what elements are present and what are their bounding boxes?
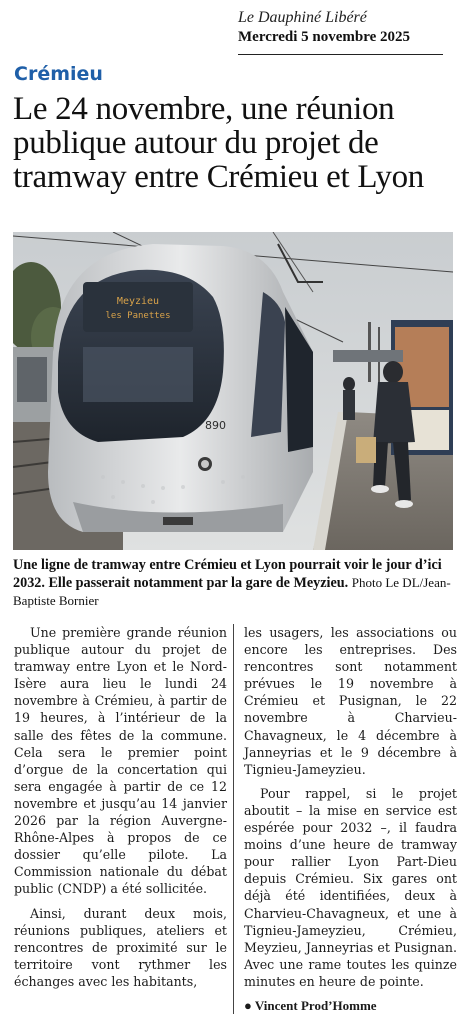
paragraph: Ainsi, durant deux mois, réunions publiques, ateliers et rencontres de proximité sur le territoire vont rythmer les échanges avec les habitants, <box>14 905 227 989</box>
article-photo <box>13 232 453 550</box>
paragraph: les usagers, les associations ou encore les entreprises. Des rencontres sont notamment prévues le 19 novembre à Crémieu et Pusignan, le 22 novembre à Charvieu-Chavagneux, le 4 décembre à Janneyrias et le 9 décembre à Tignieu-Jameyzieu. <box>244 625 457 777</box>
tram-number: 890 <box>205 419 226 432</box>
article-headline: Le 24 novembre, une réunion publique autour du projet de tramway entre Crémieu et Lyon <box>13 91 424 195</box>
section-kicker: Crémieu <box>14 63 103 85</box>
article-column-1 <box>14 624 227 997</box>
column-divider <box>233 624 234 1014</box>
masthead <box>238 8 443 46</box>
svg-text:les Panettes: les Panettes <box>105 311 171 321</box>
publication-name: Le Dauphiné Libéré <box>238 9 367 26</box>
article-column-2 <box>244 624 457 1021</box>
masthead-rule <box>238 54 443 55</box>
publication-date: Mercredi 5 novembre 2025 <box>238 29 411 45</box>
article-byline: ● Vincent Prod’Homme <box>244 997 377 1013</box>
paragraph: Pour rappel, si le projet aboutit – la mise en service est espérée pour 2032 –, il faudra moins d’une heure de tramway pour rallier Lyon Part-Dieu depuis Crémieu. Six gares ont déjà été identifiées, deux à Charvieu-Chavagneux, et une à Tignieu-Jameyzieu, Crémieu, Meyzieu, Janneyrias et Pusignan. Avec une rame toutes les quinze minutes en heure de pointe. <box>244 785 457 989</box>
paragraph: Une première grande réunion publique autour du projet de tramway entre Lyon et le Nord-Isère aura lieu le lundi 24 novembre à Crémieu, à partir de 19 heures, à l’intérieur de la salle des fêtes de la commune. Cela sera le premier point d’orgue de la concertation qui sera engagée à partir de ce 12 novembre et jusqu’au 14 janvier 2026 par la région Auvergne-Rhône-Alpes à propos de ce dossier qu’elle pilote. La Commission nationale du débat public (CNDP) a été sollicitée. <box>14 625 227 897</box>
caption-text: Une ligne de tramway entre Crémieu et Lyon pourrait voir le jour d’ici 2032. Elle passerait notamment par la gare de Meyzieu. <box>13 557 442 591</box>
photo-credit: Photo Le DL/Jean-Baptiste Bornier <box>13 575 451 608</box>
photo-caption <box>13 556 459 610</box>
tram-destination-display: Meyzieu <box>116 296 160 307</box>
